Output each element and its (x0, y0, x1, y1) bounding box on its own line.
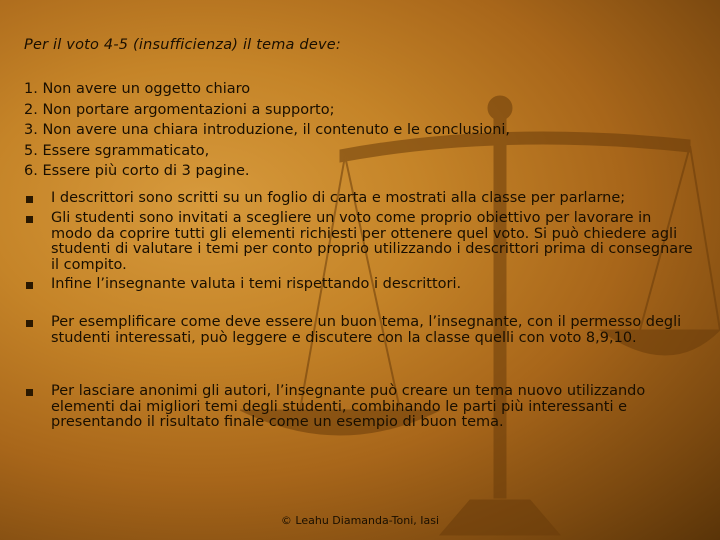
footer-credit: © Leahu Diamanda-Toni, Iasi (280, 514, 440, 527)
list-item: 3. Non avere una chiara introduzione, il contenuto e le conclusioni, (24, 122, 511, 138)
bullet-square-icon (26, 216, 33, 223)
bullet-square-icon (26, 320, 33, 327)
list-item: 5. Essere sgrammaticato, (24, 142, 210, 159)
list-item: 6. Essere più corto di 3 pagine. (24, 163, 250, 179)
bullet-square-icon (26, 389, 33, 396)
bullet-square-icon (26, 282, 33, 289)
criteria-list (24, 79, 510, 182)
bullet-text: Per esemplificare come deve essere un buon tema, l’insegnante, con il permesso degli studenti interessati, può leggere e discutere con la classe quelli con voto 8,9,10. (51, 314, 682, 346)
list-item: 2. Non portare argomentazioni a supporto; (24, 101, 335, 118)
bullet-text: Infine l’insegnante valuta i temi rispettando i descrittori. (51, 276, 462, 292)
bullet-square-icon (26, 196, 33, 203)
list-item: 1. Non avere un oggetto chiaro (24, 81, 251, 97)
bullet-text: Per lasciare anonimi gli autori, l’insegnante può creare un tema nuovo utilizzando elementi dai migliori temi degli studenti, combinando le parti più interessanti e presentando il risultato finale come un esempio di buon tema. (51, 383, 646, 430)
bullet-text: I descrittori sono scritti su un foglio di carta e mostrati alla classe per parlarne; (51, 190, 626, 206)
slide-title: Per il voto 4-5 (insufficienza) il tema deve: (24, 37, 341, 53)
bullet-text: Gli studenti sono invitati a scegliere un voto come proprio obiettivo per lavorare in modo da coprire tutti gli elementi richiesti per ottenere quel voto. Si può chiedere agli studenti di valutare i temi per conto proprio utilizzando i descrittori prima di consegnare il compito. (51, 210, 693, 273)
